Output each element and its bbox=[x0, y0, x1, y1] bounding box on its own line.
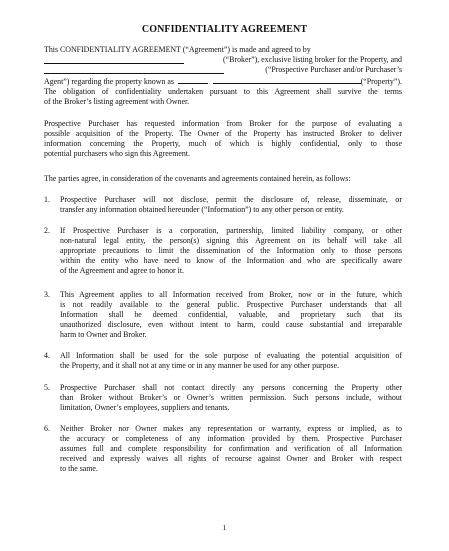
intro-line bbox=[44, 45, 402, 55]
item-line: This Agreement applies to all Information received from Broker, now or in the future, which bbox=[60, 290, 402, 299]
item-line: within the entity who have need to know of the Information and who are specifically aware bbox=[60, 256, 402, 265]
numbered-item bbox=[60, 195, 402, 215]
purchaser-name-blank[interactable] bbox=[44, 65, 224, 74]
item-line: Information shall be deemed confidential, valuable, and proprietary such that its bbox=[60, 310, 402, 319]
broker-name-blank[interactable] bbox=[44, 55, 184, 64]
item-line: of the Agreement and agree to honor it. bbox=[60, 266, 185, 275]
item-line: If Prospective Purchaser is a corporation, partnership, limited liability company, or other bbox=[60, 226, 402, 235]
paragraph-line: possible acquisition of the Property. The Owner of the Property has instructed Broker to deliver bbox=[44, 129, 402, 138]
agreement-intro-paragraph bbox=[44, 174, 402, 184]
item-number: 1. bbox=[44, 195, 50, 204]
item-line: appropriate precautions to limit the dissemination of the Information only to those persons bbox=[60, 246, 402, 255]
numbered-item bbox=[60, 351, 402, 371]
intro-line bbox=[44, 55, 402, 65]
paragraph-line: information concerning the Property, much of which is highly confidential, only to those bbox=[44, 139, 402, 148]
numbered-item bbox=[60, 226, 402, 276]
item-number: 2. bbox=[44, 226, 50, 235]
intro-line bbox=[44, 65, 402, 75]
intro-text: (“Broker”), exclusive listing broker for the Property, and bbox=[223, 55, 402, 64]
item-line: unauthorized disclosure, even without intent to harm, could cause substantial and irreparable bbox=[60, 320, 402, 329]
item-line: All Information shall be used for the sole purpose of evaluating the potential acquisition of bbox=[60, 351, 402, 360]
page-number: 1 bbox=[222, 523, 227, 532]
numbered-item bbox=[60, 424, 402, 474]
intro-text: This CONFIDENTIALITY AGREEMENT (“Agreement”) is made and agreed to by bbox=[44, 45, 311, 54]
item-line: is not readily available to the general public. Prospective Purchaser understands that all bbox=[60, 300, 402, 309]
intro-text: (“Property”). bbox=[360, 77, 402, 86]
intro-text: Agent”) regarding the property known as bbox=[44, 77, 174, 86]
property-address-blank[interactable] bbox=[213, 75, 361, 84]
intro-line: The obligation of confidentiality undertaken pursuant to this Agreement shall survive the terms bbox=[44, 87, 402, 96]
item-line: transfer any information obtained hereunder (“Information”) to any other person or entity. bbox=[60, 205, 344, 214]
item-line: Prospective Purchaser shall not contact directly any persons concerning the Property other bbox=[60, 383, 402, 392]
intro-text: (“Prospective Purchaser and/or Purchaser’s bbox=[265, 65, 402, 74]
request-paragraph bbox=[44, 119, 402, 159]
item-line: Neither Broker nor Owner makes any representation or warranty, express or implied, as to bbox=[60, 424, 402, 433]
paragraph-line: Prospective Purchaser has requested information from Broker for the purpose of evaluating a bbox=[44, 119, 402, 128]
intro-line bbox=[44, 75, 402, 87]
paragraph-line: potential purchasers who sign this Agreement. bbox=[44, 149, 190, 158]
item-line: limitation, Owner’s employees, suppliers and tenants. bbox=[60, 403, 230, 412]
intro-paragraph bbox=[44, 45, 402, 107]
item-line: received and expressly waives all rights of recourse against Owner and Broker with respect bbox=[60, 454, 402, 463]
item-line: assumes full and complete responsibility for confirmation and verification of all Information bbox=[60, 444, 402, 453]
paragraph-line: The parties agree, in consideration of the covenants and agreements contained herein, as follows: bbox=[44, 174, 351, 183]
top-page-mark: · · bbox=[300, 0, 307, 4]
document-title: CONFIDENTIALITY AGREEMENT bbox=[141, 24, 308, 35]
item-number: 3. bbox=[44, 290, 50, 299]
item-line: harm to Owner and Broker. bbox=[60, 330, 147, 339]
item-line: than Broker without Broker’s or Owner’s written permission. Such persons include, without bbox=[60, 393, 402, 402]
item-number: 6. bbox=[44, 424, 50, 433]
intro-line: of the Broker’s listing agreement with Owner. bbox=[44, 97, 190, 106]
item-line: to the same. bbox=[60, 464, 98, 473]
numbered-item bbox=[60, 290, 402, 340]
property-name-blank[interactable] bbox=[178, 75, 208, 84]
item-line: non-natural legal entity, the person(s) signing this Agreement on its behalf will take all bbox=[60, 236, 402, 245]
item-line: the accuracy or completeness of any information provided by them. Prospective Purchaser bbox=[60, 434, 402, 443]
item-number: 5. bbox=[44, 383, 50, 392]
item-line: the Property, and it shall not at any time or in any manner be used for any other purpose. bbox=[60, 361, 340, 370]
item-line: Prospective Purchaser will not disclose, permit the disclosure of, release, disseminate, or bbox=[60, 195, 402, 204]
item-number: 4. bbox=[44, 351, 50, 360]
numbered-item bbox=[60, 383, 402, 413]
